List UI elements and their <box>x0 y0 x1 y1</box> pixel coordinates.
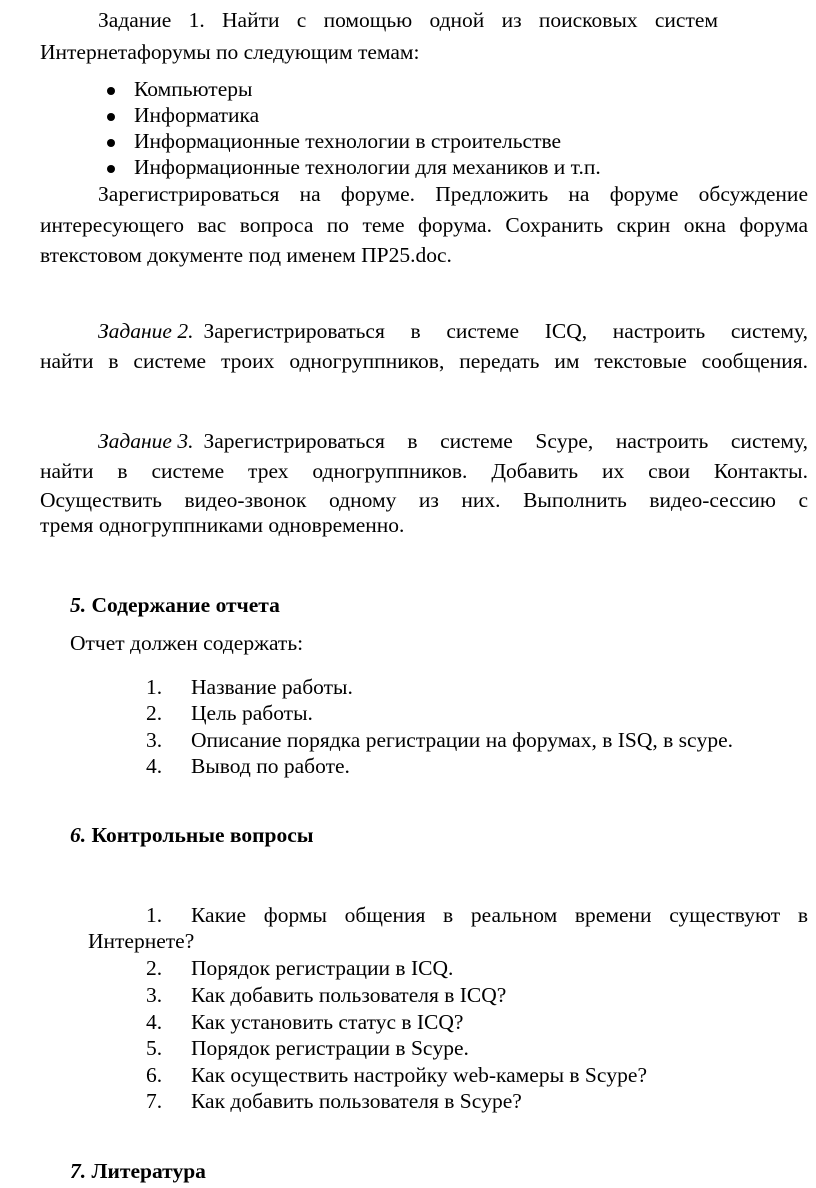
task1-para-line2: интересующего вас вопроса по теме форума. Сохранить скрин окна форума <box>40 213 808 237</box>
list-item: Описание порядка регистрации на форумах, в ISQ, в scype. <box>191 728 734 752</box>
question-item: Как установить статус в ICQ? <box>191 1010 464 1034</box>
list-item: Название работы. <box>191 675 353 699</box>
bullet-icon <box>107 113 115 121</box>
list-number: 6. <box>146 1063 163 1087</box>
task1-line2: Интернетафорумы по следующим темам: <box>40 40 420 64</box>
list-number: 1. <box>146 675 163 699</box>
section5-number: 5. <box>70 593 87 617</box>
task2-label: Задание 2. <box>98 319 194 343</box>
list-number: 2. <box>146 701 163 725</box>
bullet-icon <box>107 87 115 95</box>
section6-heading <box>70 822 314 848</box>
task1-para-line1: Зарегистрироваться на форуме. Предложить на форуме обсуждение <box>98 182 808 206</box>
task3-line4: тремя одногруппниками одновременно. <box>40 513 405 537</box>
list-number: 5. <box>146 1036 163 1060</box>
task1-bullet: Информационные технологии для механиков и т.п. <box>134 155 601 179</box>
section5-title: Содержание отчета <box>91 593 280 617</box>
section6-title: Контрольные вопросы <box>91 823 314 847</box>
task1-para-line3: втекстовом документе под именем ПР25.doc. <box>40 243 452 267</box>
task2-line2: найти в системе троих одногруппников, передать им текстовые сообщения. <box>40 349 808 373</box>
task1-bullet: Информатика <box>134 103 260 127</box>
task1-bullet: Компьютеры <box>134 77 253 101</box>
list-number: 1. <box>146 903 163 927</box>
question-item: Как добавить пользователя в Scype? <box>191 1089 522 1113</box>
task3-line1-text: Зарегистрироваться в системе Scype, настроить систему, <box>203 429 808 453</box>
question-item: Порядок регистрации в ICQ. <box>191 956 454 980</box>
question-item: Как добавить пользователя в ICQ? <box>191 983 507 1007</box>
task1-bullet: Информационные технологии в строительстве <box>134 129 562 153</box>
bullet-icon <box>107 139 115 147</box>
list-number: 4. <box>146 754 163 778</box>
list-number: 3. <box>146 728 163 752</box>
bullet-icon <box>107 165 115 173</box>
list-item: Цель работы. <box>191 701 313 725</box>
task2-line1 <box>98 318 808 344</box>
task3-line1 <box>98 428 808 454</box>
list-number: 7. <box>146 1089 163 1113</box>
question-1-line1: Какие формы общения в реальном времени существуют в <box>191 903 808 927</box>
question-1-line2: Интернете? <box>88 929 195 953</box>
task1-line1: Задание 1. Найти с помощью одной из поисковых систем <box>98 8 718 32</box>
task3-line2: найти в системе трех одногруппников. Добавить их свои Контакты. <box>40 459 808 483</box>
section7-title: Литература <box>91 1159 206 1183</box>
task3-line3: Осуществить видео-звонок одному из них. Выполнить видео-сессию с <box>40 488 808 512</box>
section7-heading <box>70 1158 206 1184</box>
section5-intro: Отчет должен содержать: <box>70 631 304 655</box>
list-number: 4. <box>146 1010 163 1034</box>
list-number: 2. <box>146 956 163 980</box>
list-item: Вывод по работе. <box>191 754 350 778</box>
list-number: 3. <box>146 983 163 1007</box>
section7-number: 7. <box>70 1159 87 1183</box>
task3-label: Задание 3. <box>98 429 194 453</box>
task2-line1-text: Зарегистрироваться в системе ICQ, настроить систему, <box>203 319 808 343</box>
question-item: Как осуществить настройку web-камеры в Scype? <box>191 1063 648 1087</box>
section6-number: 6. <box>70 823 87 847</box>
section5-heading <box>70 592 280 618</box>
question-item: Порядок регистрации в Scype. <box>191 1036 469 1060</box>
